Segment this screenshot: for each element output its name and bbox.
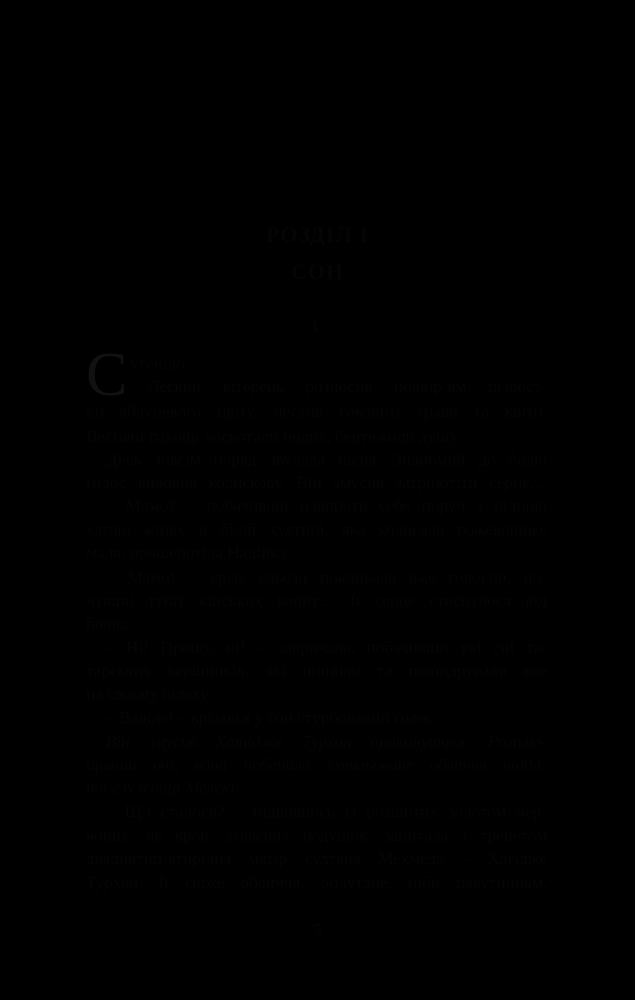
text-line: – Валіде! – врізався у сон стурбований голос. [106,708,439,727]
text-line: воних, як кров, атласних подушок, запитала з трепетом [86,826,547,845]
text-line: голос виводив колискову. Він змусив затріпотіти серце… [86,473,547,492]
text-line: – Мамо! – крізь сльози покликала вже голосно, по- [106,568,547,587]
text-line: – Що сталося? – підвівшись із розшитих золотом чер- [106,802,547,821]
text-line: щивши очі, вона побачила схвильоване обличчя відда- [86,755,547,774]
text-line: ки яблуневого цвіту, пестив соковиті трави та квіти. [86,402,547,421]
text-line: – Мамо? – побачивши навпроти себе поруч з рідною [106,496,547,515]
page-number: 5 [313,920,322,939]
text-line: болю. [86,614,129,633]
chapter-title: СОН [290,259,345,284]
text-line: двадцятип’ятирічна матір султана Мехмеда – Хатідже [86,849,547,868]
text-line: тарських вершників, які нищили та плюндрували все [86,661,547,680]
text-line: маля, прошепотіла Надійка. [86,543,290,562]
section-number: 1. [310,316,325,337]
text-line: – Ні! Прошу, ні! – закричала, побачивши уві сні та- [106,638,547,657]
drop-cap-letter: С [86,341,128,409]
text-line: Десь зовсім поряд звучала пісня. Знайомий до болю [106,450,547,469]
text-line: хатою жінку в білій хустині, яка колисала рожевощоке [86,520,547,539]
text-line: на своєму шляху. [86,684,212,703]
text-line: ної служниці Мелекі. [86,778,239,797]
text-line: Легкий вітерець розносив подвір’ям пелюст- [148,377,547,396]
text-line: Весняні пахощі лоскотали подих, бентежили душу. [86,427,461,446]
text-line: Він змусив Хатідже Турхан прокинутися. Розплю- [106,732,547,751]
first-word-rest: утеніло. [130,354,190,373]
chapter-label: РОЗДІЛ І [266,222,369,247]
text-line: чувши тупіт кінських копит… Її серце стиснулося від [86,591,547,610]
text-line: Турхан. Її свіже обличчя, оплутане, ніби павутинням, [86,873,547,892]
